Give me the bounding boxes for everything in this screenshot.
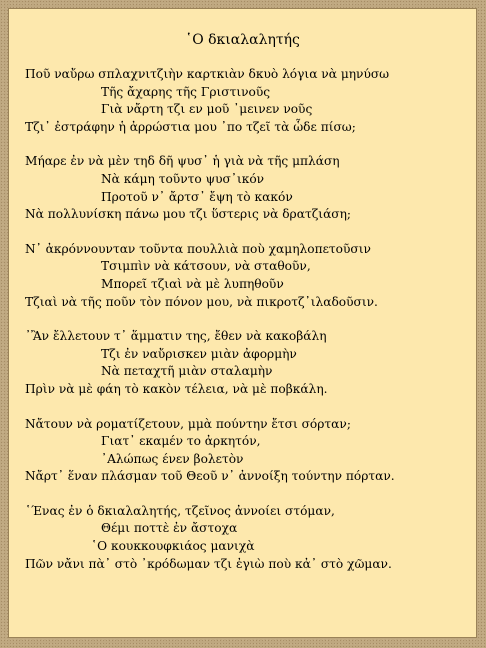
poem-line: Μπορεῖ τζιαὶ νὰ μὲ λυπηθοῦν xyxy=(101,276,284,291)
poem-line: Θέμι ποττὲ ἐν ἄστοχα xyxy=(101,521,238,536)
stanza xyxy=(25,153,466,223)
poem-line: Νὰ πεταχτῆ μιὰν σταλαμὴν xyxy=(101,364,273,379)
poem-line: ᾿Ἂν ἔλλετουν τ᾿ ἅμματιν της, ἔθεν νὰ κακοβάλη xyxy=(25,329,327,344)
poem-line: Τζιαὶ νὰ τῆς ποῦν τὸν πόνον μου, νὰ πικροτζ᾿ιλαδοῦσιν. xyxy=(25,294,378,309)
poem-line: ᾿Αλώπως ένεν βολετὸν xyxy=(101,451,244,466)
poem-line: Προτοῦ ν᾿ ἄρτσ᾿ ἔψη τὸ κακόν xyxy=(101,189,293,204)
poem-line: Νἄτουν νὰ ροματίζετουν, μμὰ πούντην ἔτσι σόρταν; xyxy=(25,416,351,431)
poem-line: Νἄρτ᾿ ἕναν πλάσμαν τοῦ Θεοῦ ν᾿ ἀννοίξη τούντην πόρταν. xyxy=(25,469,395,484)
stanza xyxy=(25,328,466,398)
poem-line: Τζι᾿ ἐστράφην ἡ ἀρρώστια μου ᾿πο τζεῖ τὰ ὧδε πίσω; xyxy=(25,119,356,134)
poem-line: ῾Ο κουκκουφκιάος μανιχὰ xyxy=(91,539,255,554)
poem-line: Τζι ἐν ναὔρισκεν μιὰν ἀφορμὴν xyxy=(101,346,297,361)
poem-line: Ποῦ ναὔρω σπλαχνιτζιὴν καρτκιὰν δκυὸ λόγια νὰ μηνύσω xyxy=(25,67,390,81)
poem-line: Ν᾿ ἀκρόννουνταν τοῦντα πουλλιὰ ποὺ χαμηλοπετοῦσιν xyxy=(25,241,371,256)
poem-line: Μήαρε ἐν νὰ μὲν τηδ δῆ ψυσ᾿ ἡ γιὰ νὰ τῆς μπλάση xyxy=(25,154,340,169)
poem-line: Πῶν νἄνι πὰ᾿ στὸ ᾿κρόδωμαν τζι ἐγιὼ ποὺ κἀ᾿ στὸ χῶμαν. xyxy=(25,556,392,571)
poem-line: Νὰ πολλυνίσκη πάνω μου τζι ὕστερις νὰ δρατζιάση; xyxy=(25,207,352,222)
stanza xyxy=(25,503,466,573)
poem-sheet xyxy=(8,8,477,638)
poem-title: ῾Ο δκιαλαλητής xyxy=(185,32,300,48)
poem-line: Γιὰ νἄρτη τζι εν μοῦ ᾿μεινεν νοῦς xyxy=(101,102,313,117)
stanza xyxy=(25,416,466,486)
stanza xyxy=(25,66,466,136)
poem-body xyxy=(25,66,466,573)
poem-line: Γιατ᾿ εκαμέν το ἀρκητόν, xyxy=(101,434,261,449)
poem-line: Τῆς ἄχαρης τῆς Γριστινοῦς xyxy=(101,84,271,99)
stanza xyxy=(25,241,466,311)
poem-line: Πρὶν νὰ μὲ φάη τὸ κακὸν τέλεια, νὰ μὲ ποβκάλη. xyxy=(25,381,328,396)
poem-line: ῾Ένας ἐν ὁ δκιαλαλητής, τζεῖνος ἀννοίει στόμαν, xyxy=(25,503,335,518)
poem-line: Νὰ κάμη τοῦντο ψυσ᾿ικόν xyxy=(101,171,265,186)
poem-line: Τσιμπὶν νὰ κάτσουν, νὰ σταθοῦν, xyxy=(101,259,311,274)
